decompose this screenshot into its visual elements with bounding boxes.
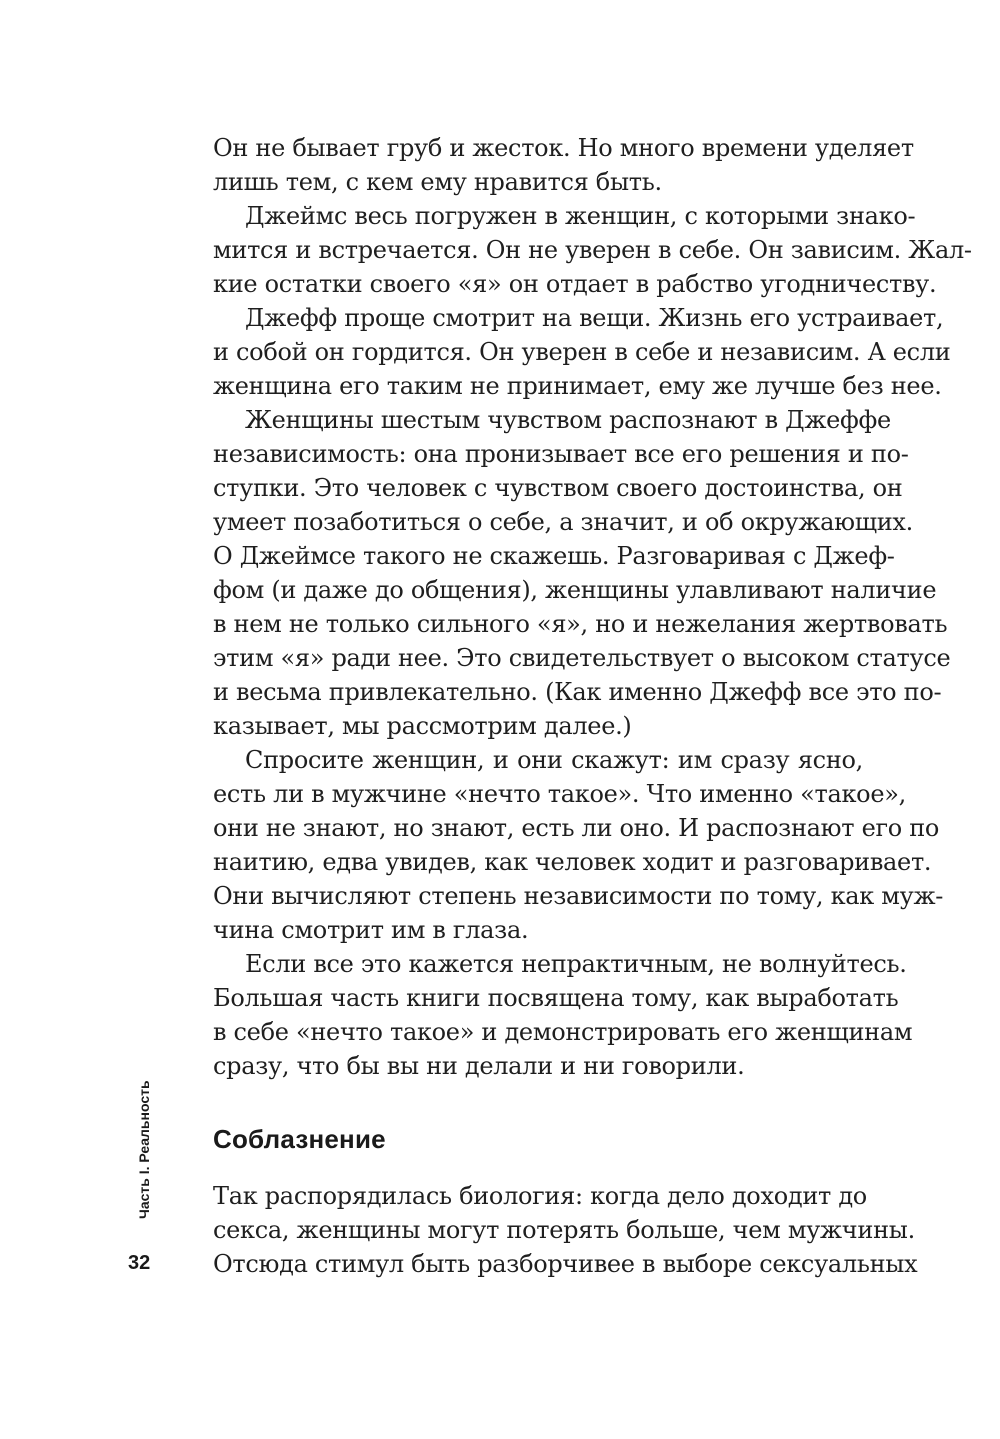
text-line: и собой он гордится. Он уверен в себе и независим. А если (213, 338, 951, 366)
text-line: Джеймс весь погружен в женщин, с которыми знако- (245, 202, 916, 230)
page-number: 32 (128, 1252, 151, 1274)
text-line: и весьма привлекательно. (Как именно Джефф все это по- (213, 678, 942, 706)
text-line: есть ли в мужчине «нечто такое». Что именно «такое», (213, 780, 906, 808)
section-heading: Соблазнение (213, 1124, 386, 1154)
text-line: Отсюда стимул быть разборчивее в выборе сексуальных (213, 1250, 918, 1278)
text-line: фом (и даже до общения), женщины улавливают наличие (213, 576, 937, 604)
text-line: независимость: она пронизывает все его решения и по- (213, 440, 909, 468)
body-text (213, 131, 972, 1083)
text-line: Джефф проще смотрит на вещи. Жизнь его устраивает, (245, 304, 944, 332)
text-line: Так распорядилась биология: когда дело доходит до (213, 1182, 867, 1210)
text-line: в нем не только сильного «я», но и нежелания жертвовать (213, 610, 948, 638)
text-line: этим «я» ради нее. Это свидетельствует о высоком статусе (213, 644, 951, 672)
text-line: О Джеймсе такого не скажешь. Разговаривая с Джеф- (213, 542, 895, 570)
text-line: лишь тем, с кем ему нравится быть. (213, 168, 662, 196)
text-line: женщина его таким не принимает, ему же лучше без нее. (213, 372, 942, 400)
text-line: Большая часть книги посвящена тому, как выработать (213, 984, 899, 1012)
text-line: Спросите женщин, и они скажут: им сразу ясно, (245, 746, 863, 774)
running-head: Часть I. Реальность (136, 1080, 152, 1219)
text-line: наитию, едва увидев, как человек ходит и разговаривает. (213, 848, 932, 876)
text-line: Они вычисляют степень независимости по тому, как муж- (213, 882, 944, 910)
text-line: в себе «нечто такое» и демонстрировать его женщинам (213, 1018, 913, 1046)
text-line: они не знают, но знают, есть ли оно. И распознают его по (213, 814, 940, 842)
text-line: ступки. Это человек с чувством своего достоинства, он (213, 474, 903, 502)
text-line: сразу, что бы вы ни делали и ни говорили. (213, 1052, 745, 1080)
text-line: Если все это кажется непрактичным, не волнуйтесь. (245, 950, 907, 978)
text-line: умеет позаботиться о себе, а значит, и об окружающих. (213, 508, 913, 536)
text-line: кие остатки своего «я» он отдает в рабство угодничеству. (213, 270, 937, 298)
text-line: казывает, мы рассмотрим далее.) (213, 712, 632, 740)
text-line: Он не бывает груб и жесток. Но много времени уделяет (213, 134, 914, 162)
text-line: чина смотрит им в глаза. (213, 916, 529, 944)
text-line: мится и встречается. Он не уверен в себе. Он зависим. Жал- (213, 236, 972, 264)
section-text (213, 1179, 918, 1281)
text-line: секса, женщины могут потерять больше, чем мужчины. (213, 1216, 915, 1244)
text-line: Женщины шестым чувством распознают в Джеффе (245, 406, 891, 434)
